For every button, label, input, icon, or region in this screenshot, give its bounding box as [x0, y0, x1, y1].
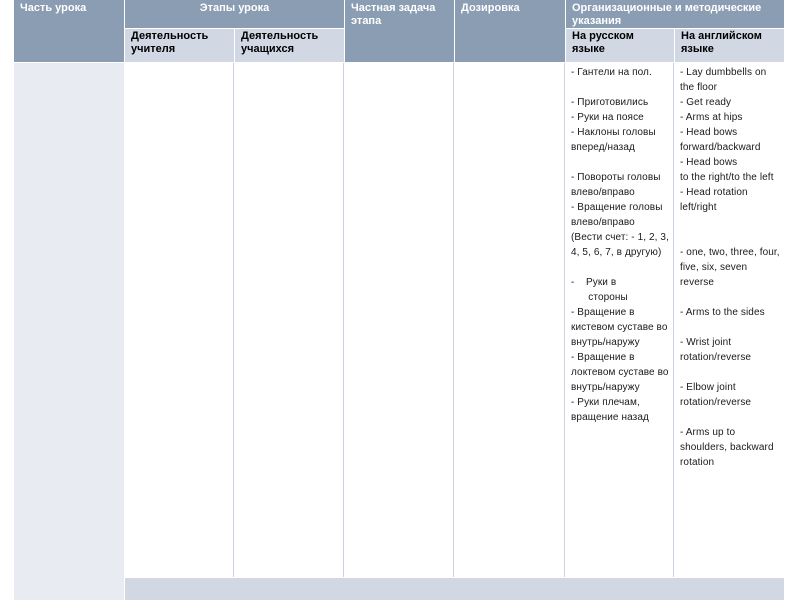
header-dosage: Дозировка	[455, 0, 565, 62]
russian-instructions: - Гантели на пол. - Приготовились - Руки на поясе - Наклоны головы вперед/назад - Повороты головы влево/вправо - Вращение головы влево/вправо (Вести счет: - 1, 2, 3, 4, 5, 6, 7, в другую) - Руки в стороны - Вращение в кистевом суставе во внутрь/наружу - Вращение в локтевом суставе во внутрь/наружу - Руки плечам, вращение назад	[566, 63, 674, 577]
subheader-russian: На русском языке	[566, 29, 674, 62]
header-org: Организационные и методические указания	[566, 0, 784, 28]
body-teacher-cell	[125, 63, 234, 577]
subheader-teacher: Деятельность учителя	[125, 29, 234, 62]
english-instructions: - Lay dumbbells on the floor - Get ready - Arms at hips - Head bows forward/backward - Head bows to the right/to the left - Head rotation left/right - one, two, three, four, five, six, seven reverse - Arms to the sides - Wrist joint rotation/reverse - Elbow joint rotation/reverse - Arms up to shoulders, backward rotation	[675, 63, 784, 577]
header-task: Частная задача этапа	[345, 0, 454, 62]
bottom-row	[125, 578, 784, 600]
body-dosage-cell	[455, 63, 565, 577]
lesson-plan-table	[14, 0, 784, 600]
header-part-fill	[14, 28, 124, 62]
header-stages: Этапы урока	[125, 0, 344, 28]
body-task-cell	[345, 63, 454, 577]
header-part: Часть урока	[14, 0, 124, 28]
body-part-cell	[14, 63, 124, 600]
subheader-students: Деятельность учащихся	[235, 29, 344, 62]
body-students-cell	[235, 63, 344, 577]
subheader-english: На английском языке	[675, 29, 784, 62]
